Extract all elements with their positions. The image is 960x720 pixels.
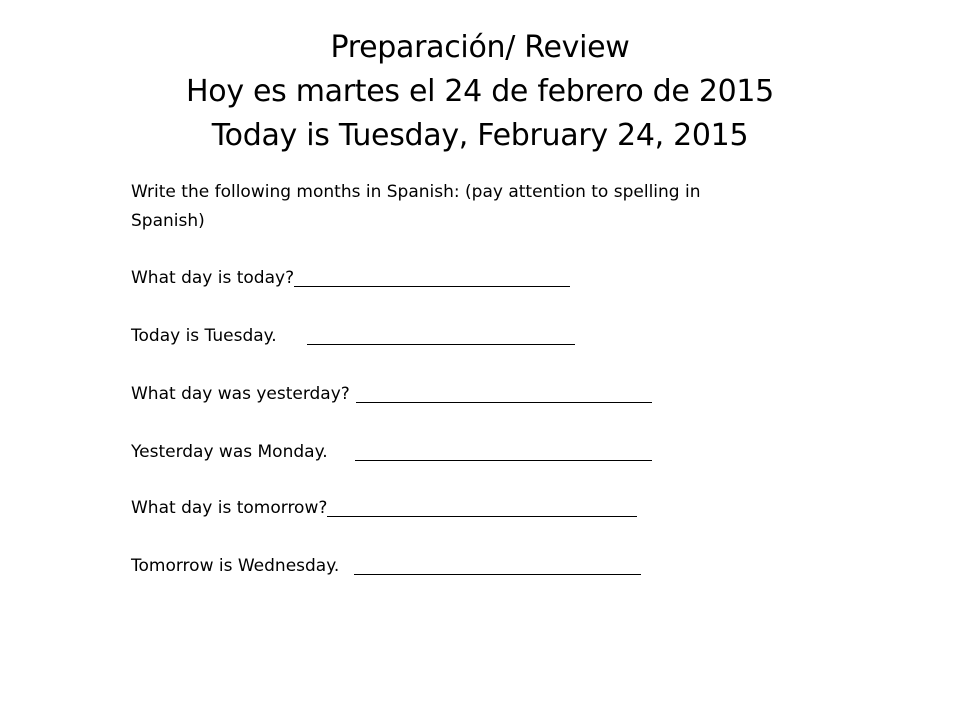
answer-blank[interactable] [327,498,637,517]
prompt-label: What day is today? [131,268,295,288]
instructions-text: Write the following months in Spanish: (pay attention to spelling in Spanish) [131,182,701,231]
slide-title [0,26,960,158]
prompt-today-question [131,266,570,288]
prompt-label: What day is tomorrow? [131,498,328,518]
prompt-yesterday-answer [131,440,652,462]
prompt-label: Tomorrow is Wednesday. [131,556,340,576]
answer-blank[interactable] [307,326,575,345]
prompt-label: Yesterday was Monday. [131,442,328,462]
answer-blank[interactable] [356,384,652,403]
prompt-label: What day was yesterday? [131,384,350,404]
prompt-yesterday-question [131,382,652,404]
instructions-block [131,178,731,236]
prompt-tomorrow-answer [131,554,641,576]
prompt-label: Today is Tuesday. [131,326,277,346]
title-line-2: Hoy es martes el 24 de febrero de 2015 [186,74,774,109]
answer-blank[interactable] [355,442,652,461]
answer-blank[interactable] [354,556,641,575]
answer-blank[interactable] [294,268,570,287]
prompt-tomorrow-question [131,496,637,518]
prompt-today-answer [131,324,575,346]
title-line-1: Preparación/ Review [330,30,630,65]
title-line-3: Today is Tuesday, February 24, 2015 [211,118,749,153]
